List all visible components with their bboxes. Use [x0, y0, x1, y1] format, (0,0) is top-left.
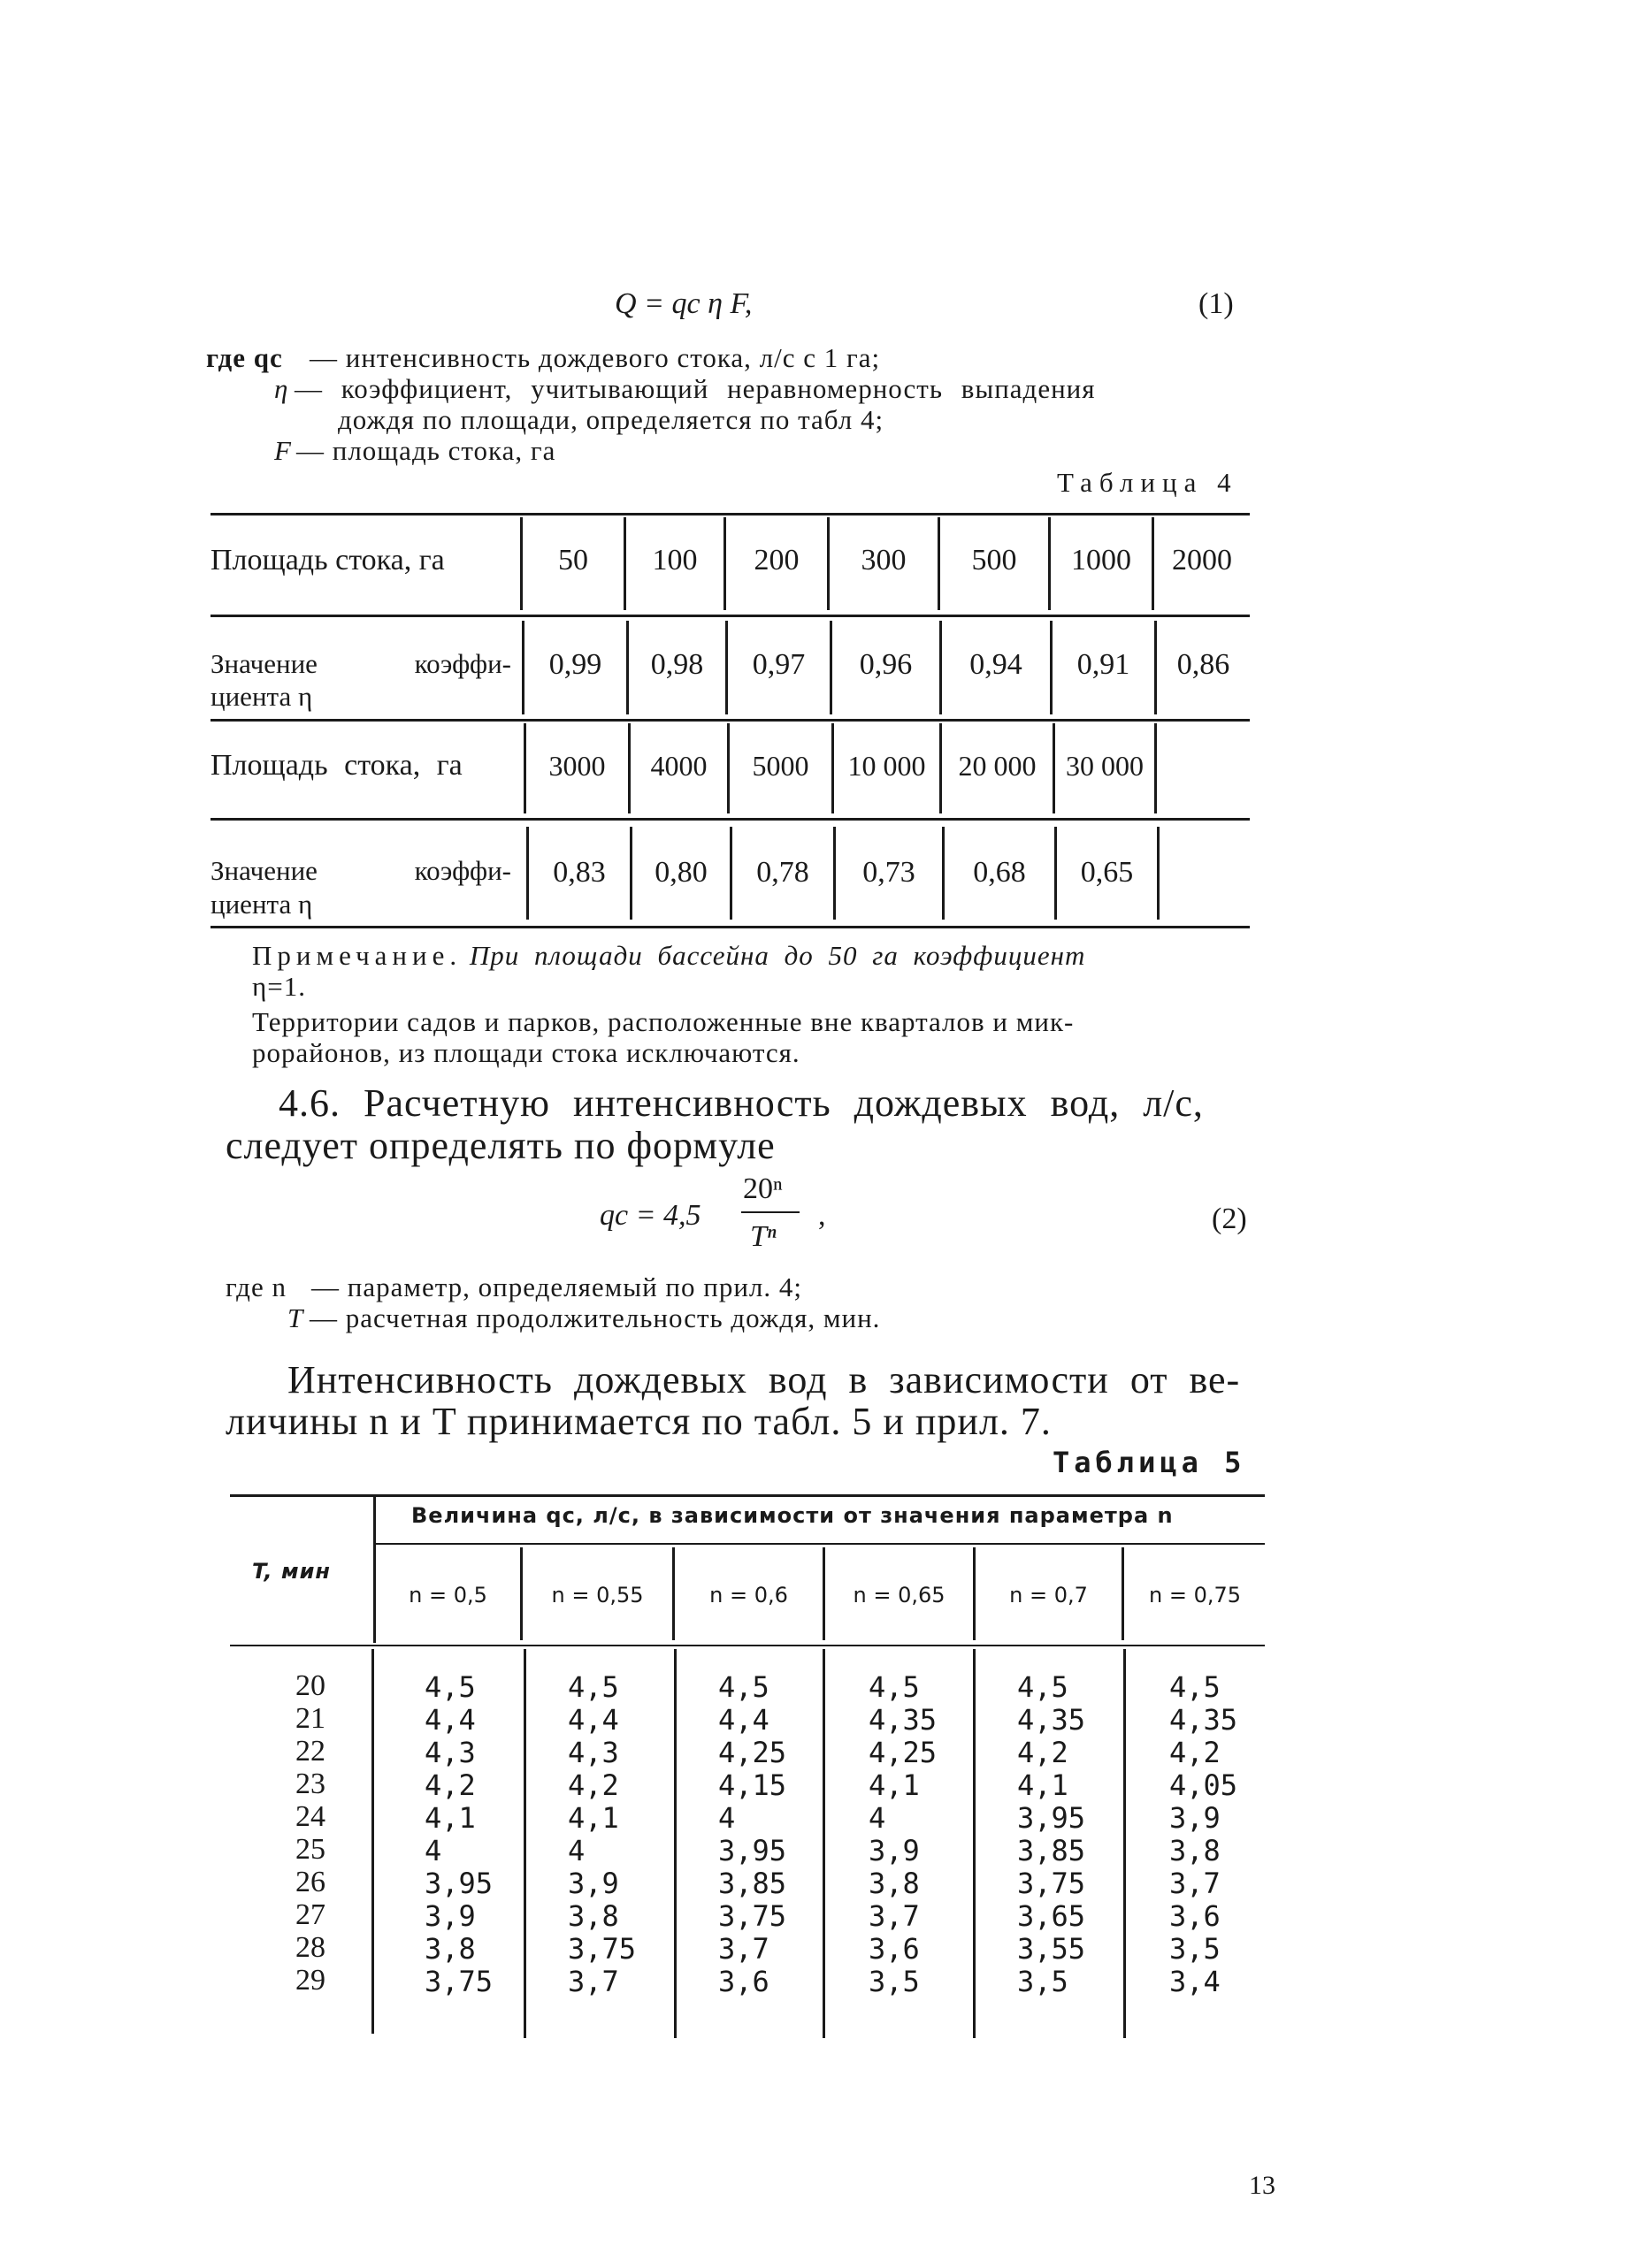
legend1-text-f: — площадь стока, га	[296, 435, 556, 466]
t4-area: 5000	[752, 750, 809, 782]
t4-area: 3000	[548, 750, 606, 782]
t5-value: 4,4	[425, 1703, 476, 1737]
t5-col-n-0-6	[718, 1671, 786, 1998]
t5-value: 3,7	[568, 1965, 619, 1998]
t5-n-3: n = 0,65	[853, 1583, 945, 1607]
t5-value: 4,5	[1017, 1670, 1068, 1704]
t4-area: 10 000	[847, 750, 926, 782]
t4-coef: 0,86	[1176, 648, 1230, 681]
page-number: 13	[1249, 2171, 1275, 2200]
t4-coef: 0,78	[756, 856, 809, 889]
note-line4: рорайонов, из площади стока исключаются.	[252, 1037, 800, 1068]
t5-t-value: 26	[295, 1866, 325, 1898]
t5-value: 4,5	[568, 1670, 619, 1704]
t5-value: 4,25	[869, 1736, 938, 1769]
table4-caption: Таблица 4	[1057, 467, 1238, 498]
t5-col-n-0-65	[869, 1671, 937, 1998]
t5-value: 4,15	[718, 1768, 787, 1802]
t5-t-value: 25	[295, 1833, 325, 1866]
section-4-6-line1: 4.6. Расчетную интенсивность дождевых вод, л/с,	[279, 1081, 1204, 1125]
t4-area: 100	[652, 544, 698, 577]
t5-value: 4,1	[568, 1801, 619, 1835]
t4-area: 1000	[1071, 544, 1131, 577]
t5-t-value: 29	[295, 1964, 325, 1997]
t5-value: 4,3	[568, 1736, 619, 1769]
t5-value: 3,9	[425, 1899, 476, 1933]
t5-value: 4	[718, 1801, 736, 1835]
t4-coef: 0,68	[973, 856, 1026, 889]
t5-value: 4,5	[425, 1670, 476, 1704]
note-line1	[252, 940, 1085, 972]
t5-col-n-0-7	[1017, 1671, 1085, 1998]
t5-main-header: Величина qс, л/с, в зависимости от значения параметра n	[411, 1503, 1174, 1528]
formula-2-comma: ,	[818, 1199, 826, 1232]
t5-value: 4	[568, 1834, 586, 1867]
t5-value: 4,25	[718, 1736, 787, 1769]
t5-value: 4,2	[1169, 1736, 1221, 1769]
t5-value: 3,55	[1017, 1932, 1086, 1966]
legend2-sym-t: T	[287, 1302, 304, 1333]
t4-area: 4000	[650, 750, 708, 782]
t5-value: 4,35	[869, 1703, 938, 1737]
t4-area: 2000	[1172, 544, 1232, 577]
t5-value: 3,5	[869, 1965, 920, 1998]
t5-value: 3,6	[869, 1932, 920, 1966]
t5-value: 4,5	[1169, 1670, 1221, 1704]
t5-value: 3,4	[1169, 1965, 1221, 1998]
t5-value: 3,9	[1169, 1801, 1221, 1835]
t5-t-value: 22	[295, 1735, 325, 1768]
t5-value: 3,8	[425, 1932, 476, 1966]
t5-n-5: n = 0,75	[1148, 1583, 1241, 1607]
t5-col-t-header: T, мин	[252, 1559, 332, 1584]
t4-label-coef-2a: Значение коэффи-	[211, 855, 511, 886]
t5-n-2: n = 0,6	[709, 1583, 788, 1607]
t4-coef: 0,99	[548, 648, 602, 681]
legend1-sym-f: F	[274, 435, 292, 466]
t4-coef: 0,73	[862, 856, 915, 889]
t4-label-area-1: Площадь стока, га	[211, 544, 445, 577]
t5-value: 3,8	[568, 1899, 619, 1933]
note-text: При площади бассейна до 50 га коэффициент	[469, 940, 1086, 971]
t4-label-area-2: Площадь стока, га	[211, 749, 463, 782]
t5-value: 3,7	[718, 1932, 769, 1966]
t5-value: 3,8	[869, 1867, 920, 1900]
t4-area: 500	[971, 544, 1017, 577]
t5-t-value: 23	[295, 1768, 325, 1800]
t5-value: 4,2	[1017, 1736, 1068, 1769]
t5-value: 3,6	[1169, 1899, 1221, 1933]
t4-area: 20 000	[958, 750, 1037, 782]
t4-area: 200	[754, 544, 800, 577]
t4-coef: 0,94	[969, 648, 1022, 681]
section-4-6-line2: следует определять по формуле	[226, 1124, 776, 1167]
t5-value: 3,7	[1169, 1867, 1221, 1900]
t4-coef: 0,96	[859, 648, 913, 681]
formula-1-number: (1)	[1198, 287, 1234, 320]
legend1-sym-eta: η	[274, 373, 289, 404]
t4-coef: 0,83	[553, 856, 606, 889]
t5-value: 3,95	[425, 1867, 494, 1900]
t5-value: 3,9	[568, 1867, 619, 1900]
t5-t-value: 24	[295, 1800, 325, 1833]
t5-value: 4,1	[869, 1768, 920, 1802]
t5-value: 3,6	[718, 1965, 769, 1998]
legend2-text-t: — расчетная продолжительность дождя, мин.	[310, 1302, 881, 1333]
t5-value: 4,3	[425, 1736, 476, 1769]
t5-value: 3,75	[718, 1899, 787, 1933]
t5-n-1: n = 0,55	[551, 1583, 644, 1607]
formula-2-fraction-bar	[741, 1211, 800, 1213]
t5-n-4: n = 0,7	[1009, 1583, 1088, 1607]
t4-coef: 0,98	[650, 648, 704, 681]
legend2-sym-n: где n	[226, 1271, 287, 1302]
t4-area: 300	[861, 544, 907, 577]
t5-value: 3,8	[1169, 1834, 1221, 1867]
t4-coef: 0,65	[1080, 856, 1134, 889]
t5-value: 4	[869, 1801, 886, 1835]
table5-caption: Таблица 5	[1053, 1446, 1246, 1479]
t5-value: 4,1	[425, 1801, 476, 1835]
legend2-text-n: — параметр, определяемый по прил. 4;	[311, 1271, 803, 1302]
t4-label-coef-1a: Значение коэффи-	[211, 648, 511, 679]
t5-value: 3,75	[568, 1932, 637, 1966]
t5-value: 3,7	[869, 1899, 920, 1933]
t4-area: 50	[558, 544, 588, 577]
t5-value: 4,5	[869, 1670, 920, 1704]
formula-1: Q = qс η F,	[615, 287, 753, 320]
t5-value: 4,2	[425, 1768, 476, 1802]
legend1-text-eta: — коэффициент, учитывающий неравномерность выпадения	[295, 373, 1096, 404]
note-label: Примечание.	[252, 940, 463, 971]
formula-2-lhs: qс = 4,5	[600, 1199, 701, 1232]
legend1-text-qc: — интенсивность дождевого стока, л/с с 1 га;	[310, 342, 881, 373]
t5-t-value: 20	[295, 1669, 325, 1702]
t5-t-value: 27	[295, 1898, 325, 1931]
formula-2-denominator: Tⁿ	[750, 1220, 777, 1253]
t5-value: 4	[425, 1834, 442, 1867]
t5-value: 4,35	[1169, 1703, 1238, 1737]
t5-value: 3,75	[425, 1965, 494, 1998]
formula-2-numerator: 20ⁿ	[743, 1172, 783, 1205]
legend1-text-eta-cont: дождя по площади, определяется по табл 4;	[338, 404, 884, 435]
t5-value: 4,2	[568, 1768, 619, 1802]
t5-value: 3,85	[718, 1867, 787, 1900]
t4-coef: 0,91	[1076, 648, 1130, 681]
t5-col-n-0-5	[425, 1671, 493, 1998]
t5-n-0: n = 0,5	[409, 1583, 487, 1607]
legend1-sym-qc: где qс	[206, 342, 283, 373]
t4-coef: 0,97	[752, 648, 806, 681]
note-line2: η=1.	[252, 971, 306, 1002]
t5-t-value: 21	[295, 1702, 325, 1735]
formula-2-number: (2)	[1212, 1203, 1247, 1235]
t5-value: 3,5	[1169, 1932, 1221, 1966]
note-line3: Территории садов и парков, расположенные вне кварталов и мик-	[252, 1006, 1075, 1037]
para-line1: Интенсивность дождевых вод в зависимости от ве-	[287, 1358, 1241, 1401]
t5-value: 4,4	[568, 1703, 619, 1737]
t5-col-n-0-75	[1169, 1671, 1237, 1998]
t4-coef: 0,80	[655, 856, 708, 889]
t5-col-t	[265, 1669, 325, 1997]
t5-value: 4,05	[1169, 1768, 1238, 1802]
t5-value: 3,95	[1017, 1801, 1086, 1835]
t5-value: 3,65	[1017, 1899, 1086, 1933]
t4-area: 30 000	[1066, 750, 1144, 782]
t5-value: 4,35	[1017, 1703, 1086, 1737]
t5-value: 4,5	[718, 1670, 769, 1704]
t5-col-n-0-55	[568, 1671, 636, 1998]
t5-value: 3,75	[1017, 1867, 1086, 1900]
para-line2: личины n и T принимается по табл. 5 и прил. 7.	[226, 1400, 1052, 1443]
t5-t-value: 28	[295, 1931, 325, 1964]
t4-label-coef-2b: циента η	[211, 889, 313, 920]
t5-value: 4,1	[1017, 1768, 1068, 1802]
t5-value: 3,95	[718, 1834, 787, 1867]
t5-value: 3,5	[1017, 1965, 1068, 1998]
t5-value: 3,9	[869, 1834, 920, 1867]
t5-value: 3,85	[1017, 1834, 1086, 1867]
t5-value: 4,4	[718, 1703, 769, 1737]
t4-label-coef-1b: циента η	[211, 681, 313, 712]
